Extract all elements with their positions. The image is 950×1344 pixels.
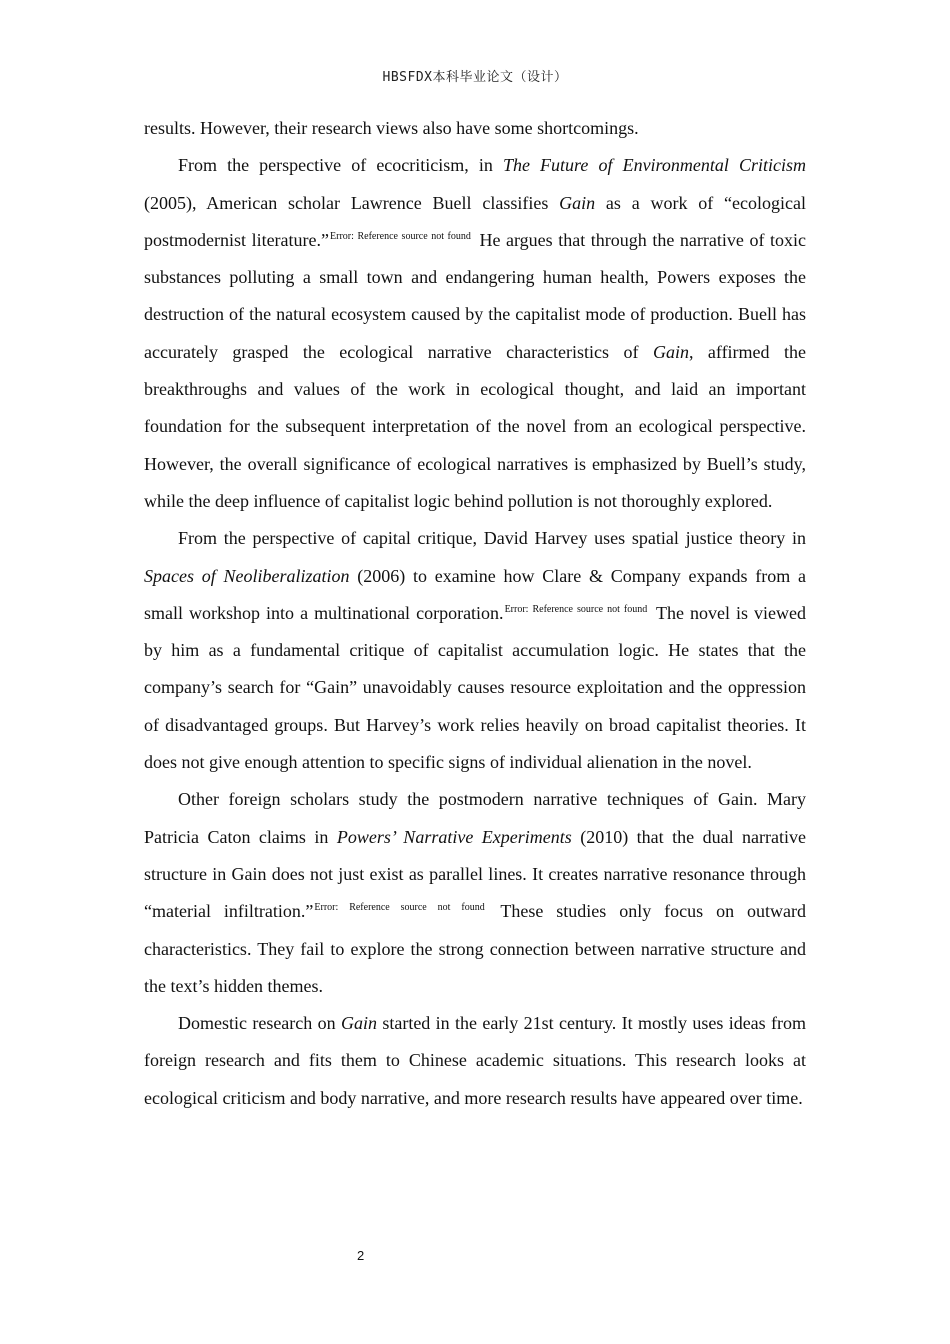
text-run: Other foreign scholars study the postmodern narrative techniques of Gain. Mary Patricia Caton claims in xyxy=(144,789,806,847)
text-run: He argues that through the narrative of toxic substances polluting a small town and endangering human health, Powers exposes the destruction of the natural ecosystem caused by the capitalist mode of production. Buell has accurately grasped the ecological narrative characteristics of xyxy=(144,229,807,362)
reference-error: Error: Reference source not found xyxy=(330,230,471,242)
page-number: 2 xyxy=(357,1248,365,1263)
book-title: Gain xyxy=(340,1013,377,1034)
text-run: results. However, their research views also have some shortcomings. xyxy=(144,118,639,138)
book-title: The Future of Environmental Criticism xyxy=(502,155,806,176)
book-title: Spaces of Neoliberalization xyxy=(144,565,350,586)
paragraph-continuation xyxy=(144,110,806,147)
book-title: Gain xyxy=(559,192,596,213)
text-run: Domestic research on xyxy=(178,1013,341,1034)
text-run: These studies only focus on outward characteristics. They fail to explore the strong connection between narrative structure and the text’s hidden themes. xyxy=(144,901,806,996)
paragraph-ecocriticism xyxy=(144,147,806,520)
reference-error: Error: Reference source not found xyxy=(504,603,648,615)
reference-error: Error: Reference source not found xyxy=(314,902,485,914)
text-run: (2006) to examine how Clare & Company expands from a small workshop into a multinational corporation. xyxy=(144,565,807,623)
text-run: (2010) that the dual narrative structure in Gain does not just exist as parallel lines. It creates narrative resonance through “material infiltration.” xyxy=(144,826,807,922)
text-run: as a work of “ecological postmodernist literature.” xyxy=(144,192,807,250)
text-run: (2005), American scholar Lawrence Buell classifies xyxy=(144,192,560,213)
book-title: Gain xyxy=(652,341,689,362)
document-body xyxy=(144,110,806,1117)
paragraph-capital-critique xyxy=(144,520,806,781)
text-run: The novel is viewed by him as a fundamental critique of capitalist accumulation logic. He states that the company’s search for “Gain” unavoidably causes resource exploitation and the oppression of disadvantaged groups. But Harvey’s work relies heavily on broad capitalist theories. It does not give enough attention to specific signs of individual alienation in the novel. xyxy=(144,602,806,773)
text-run: , affirmed the breakthroughs and values of the work in ecological thought, and laid an important foundation for the subsequent interpretation of the novel from an ecological perspective. However, the overall significance of ecological narratives is emphasized by Buell’s study, while the deep influence of capitalist logic behind pollution is not thoroughly explored. xyxy=(144,341,806,511)
paragraph-domestic-research xyxy=(144,1005,806,1117)
text-run: started in the early 21st century. It mostly uses ideas from foreign research and fits them to Chinese academic situations. This research looks at ecological criticism and body narrative, and more research results have appeared over time. xyxy=(144,1013,807,1108)
book-title: Powers’ Narrative Experiments xyxy=(336,826,572,847)
page-header: HBSFDX本科毕业论文（设计） xyxy=(382,70,568,85)
paragraph-narrative-techniques xyxy=(144,781,806,1005)
text-run: From the perspective of ecocriticism, in xyxy=(178,155,503,176)
text-run: From the perspective of capital critique, David Harvey uses spatial justice theory in xyxy=(178,528,806,549)
